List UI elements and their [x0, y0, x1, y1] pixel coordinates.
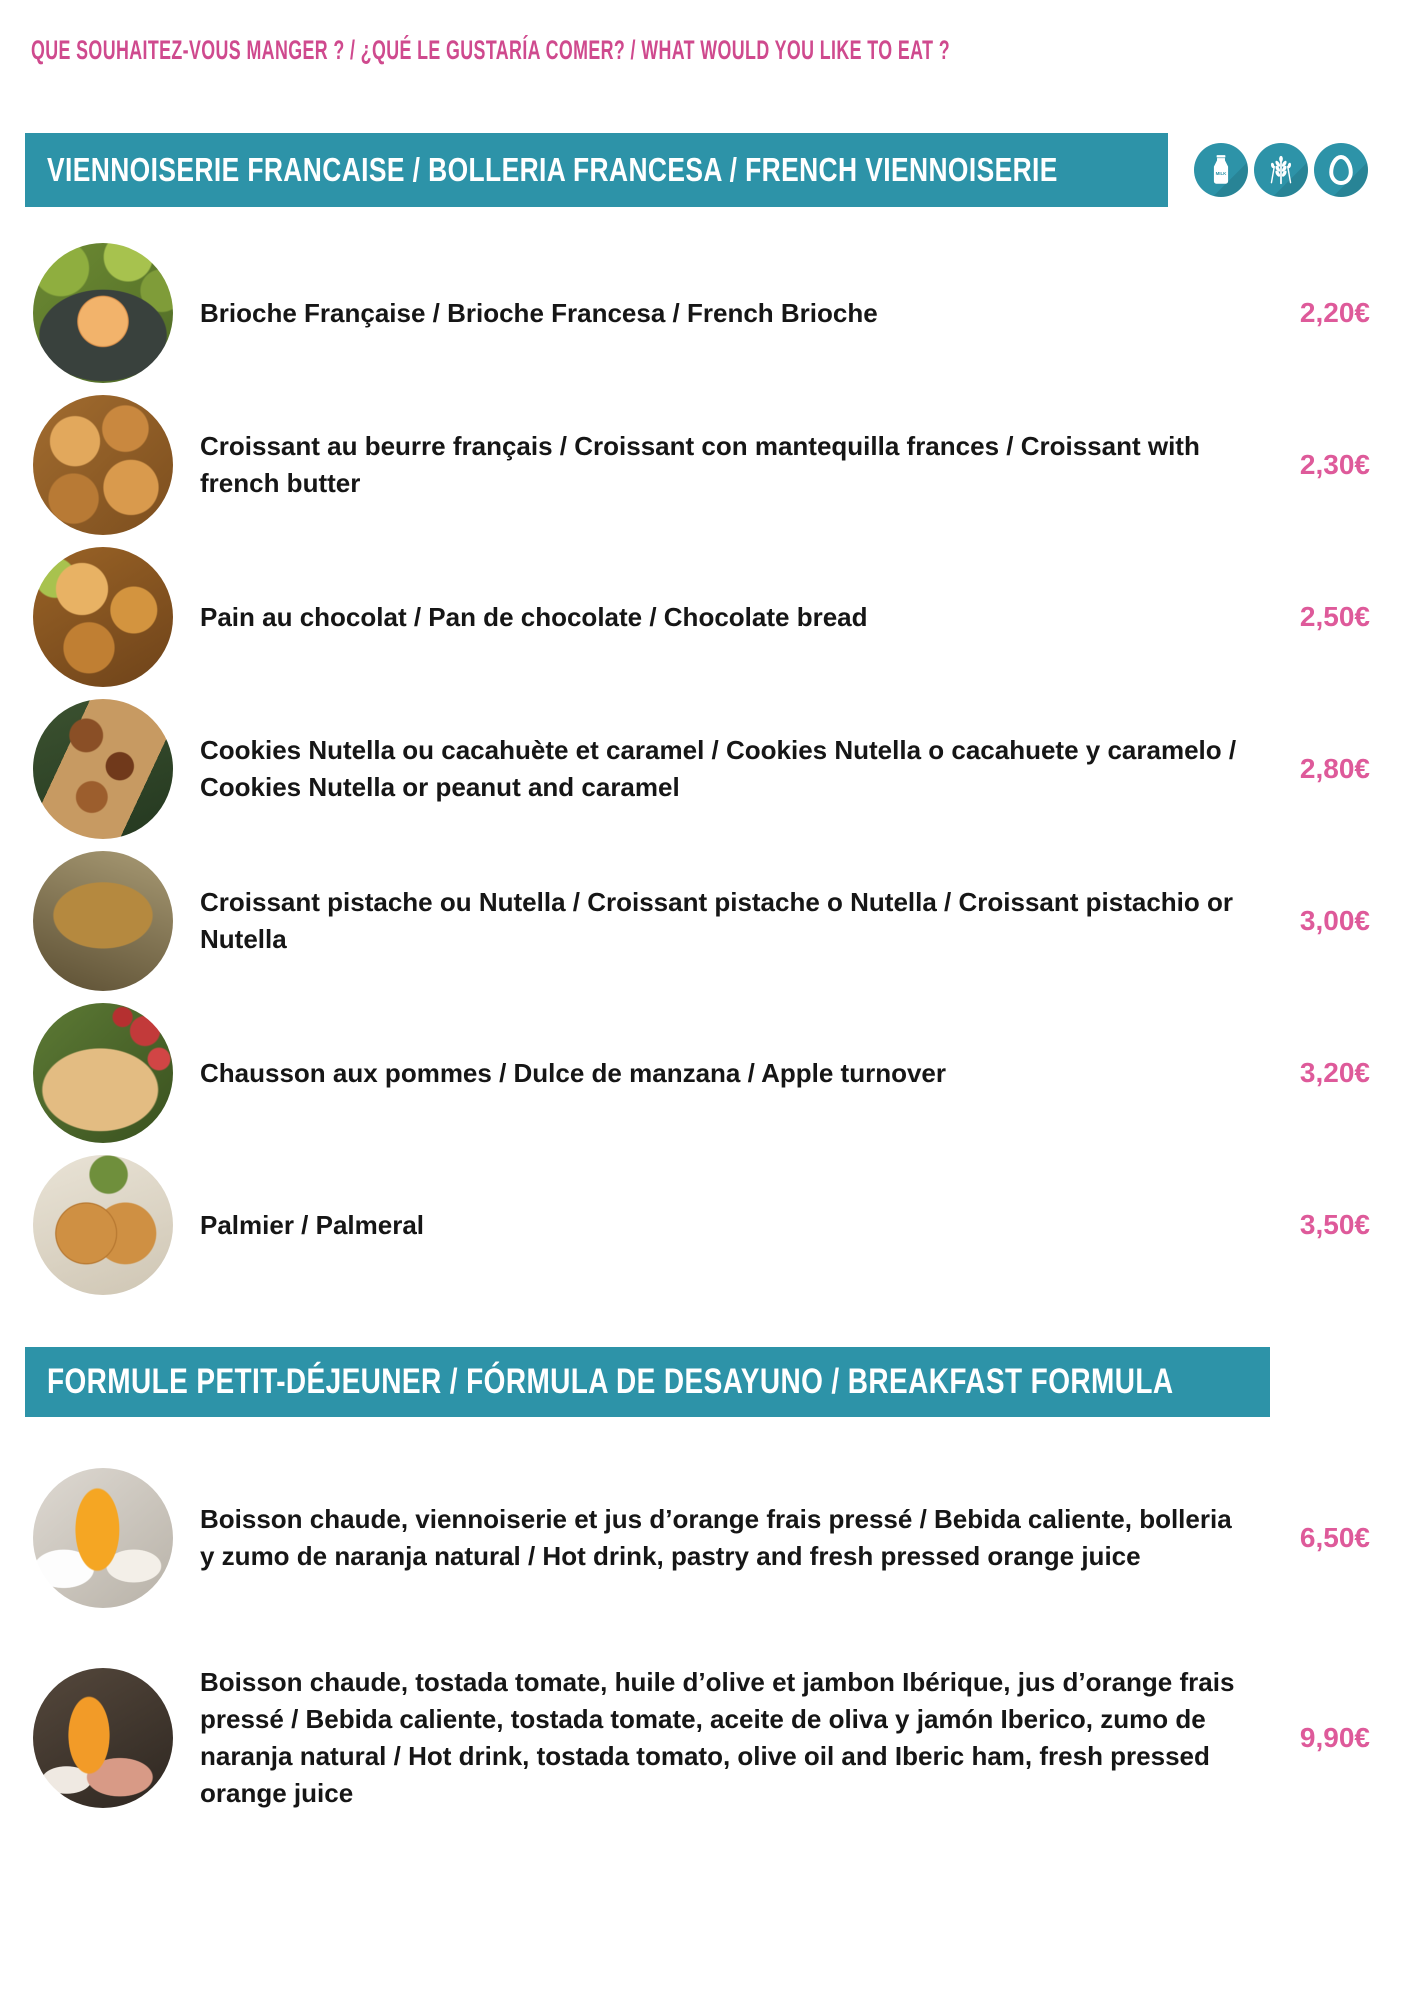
viennoiserie-banner-label: VIENNOISERIE FRANCAISE / BOLLERIA FRANCESA / FRENCH VIENNOISERIE — [47, 151, 1058, 188]
item-name: Boisson chaude, viennoiserie et jus d’orange frais pressé / Bebida caliente, bolleria y zumo de naranja natural / Hot drink, pastry and fresh pressed orange juice — [200, 1504, 1232, 1571]
item-photo-breakfast-toast — [33, 1668, 173, 1808]
item-price: 2,30€ — [1299, 449, 1370, 480]
gluten-icon — [1254, 143, 1308, 197]
item-price: 2,50€ — [1299, 601, 1370, 632]
item-photo-palmier — [33, 1155, 173, 1295]
item-photo-chausson — [33, 1003, 173, 1143]
item-name: Croissant au beurre français / Croissant con mantequilla frances / Croissant with french butter — [200, 431, 1200, 498]
item-name: Croissant pistache ou Nutella / Croissant pistache o Nutella / Croissant pistachio or Nutella — [200, 887, 1234, 954]
item-price: 3,50€ — [1299, 1209, 1370, 1240]
menu-item-palmier — [25, 1155, 1389, 1295]
menu-item-pistachio-croissant — [25, 851, 1389, 991]
breakfast-banner — [25, 1347, 1270, 1417]
menu-item-pain-chocolat — [25, 547, 1389, 687]
viennoiserie-items — [25, 243, 1389, 1295]
viennoiserie-banner — [25, 133, 1168, 207]
milk-icon — [1194, 143, 1248, 197]
item-name: Boisson chaude, tostada tomate, huile d’olive et jambon Ibérique, jus d’orange frais pressé / Bebida caliente, tostada tomate, aceite de oliva y jamón Iberico, zumo de naranja natural / Hot drink, tostada tomato, olive oil and Iberic ham, fresh pressed orange juice — [200, 1667, 1235, 1808]
item-price: 2,20€ — [1299, 297, 1370, 328]
item-name: Brioche Française / Brioche Francesa / French Brioche — [200, 297, 878, 328]
item-price: 6,50€ — [1299, 1522, 1370, 1553]
item-photo-croissant — [33, 395, 173, 535]
item-photo-breakfast-juice — [33, 1468, 173, 1608]
item-name: Chausson aux pommes / Dulce de manzana / Apple turnover — [200, 1057, 946, 1088]
item-name: Pain au chocolat / Pan de chocolate / Chocolate bread — [200, 601, 868, 632]
menu-item-brioche — [25, 243, 1389, 383]
egg-icon — [1314, 143, 1368, 197]
item-photo-cookies — [33, 699, 173, 839]
menu-item-cookies — [25, 699, 1389, 839]
item-photo-brioche — [33, 243, 173, 383]
menu-item-chausson — [25, 1003, 1389, 1143]
breakfast-items — [25, 1463, 1389, 1818]
item-photo-pain-chocolat — [33, 547, 173, 687]
breakfast-banner-label: FORMULE PETIT-DÉJEUNER / FÓRMULA DE DESAYUNO / BREAKFAST FORMULA — [47, 1362, 1174, 1401]
item-name: Cookies Nutella ou cacahuète et caramel / Cookies Nutella o cacahuete y caramelo / Cookies Nutella or peanut and caramel — [200, 735, 1237, 802]
allergen-icons — [1194, 143, 1368, 197]
milk-icon-label: MILK — [1215, 170, 1227, 176]
item-price: 3,00€ — [1299, 905, 1370, 936]
section-viennoiserie-header — [25, 133, 1389, 207]
page-title: QUE SOUHAITEZ-VOUS MANGER ? / ¿QUÉ LE GUSTARÍA COMER? / WHAT WOULD YOU LIKE TO EAT ? — [31, 35, 950, 65]
item-price: 9,90€ — [1299, 1722, 1370, 1753]
menu-item-breakfast-formula — [25, 1463, 1389, 1613]
item-name: Palmier / Palmeral — [200, 1209, 425, 1240]
item-photo-pistachio — [33, 851, 173, 991]
item-price: 2,80€ — [1299, 753, 1370, 784]
item-price: 3,20€ — [1299, 1057, 1370, 1088]
menu-item-croissant — [25, 395, 1389, 535]
menu-item-breakfast-tostada — [25, 1658, 1389, 1818]
